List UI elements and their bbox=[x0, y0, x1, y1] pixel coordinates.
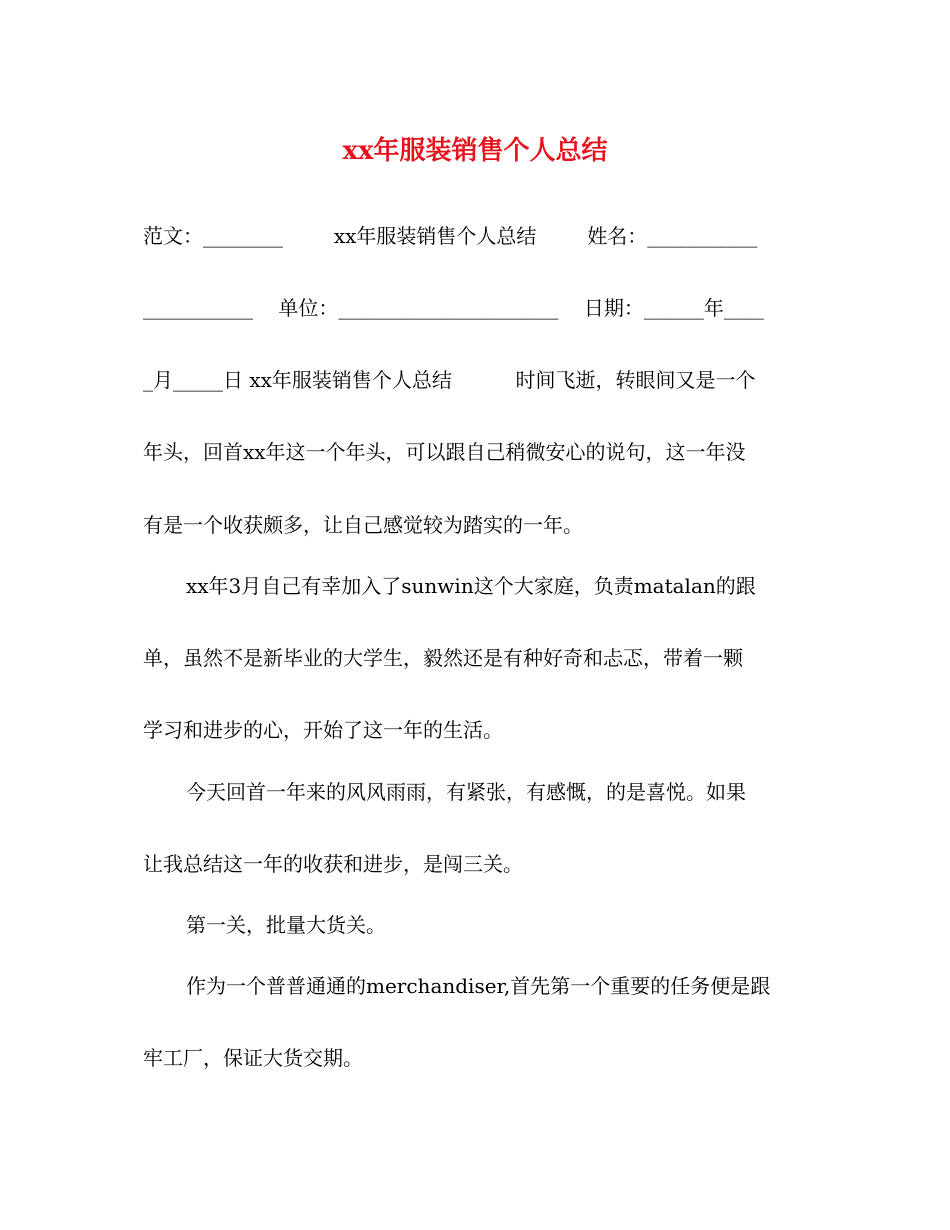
body-line: _月_____日 xx年服装销售个人总结 时间飞逝，转眼间又是一个 bbox=[143, 368, 756, 392]
body-line: 单，虽然不是新毕业的大学生，毅然还是有种好奇和忐忑，带着一颗 bbox=[143, 646, 743, 670]
body-line: 有是一个收获颇多，让自己感觉较为踏实的一年。 bbox=[143, 513, 583, 537]
body-line: 作为一个普普通通的merchandiser,首先第一个重要的任务便是跟 bbox=[186, 974, 771, 998]
form-line-2: ___________ 单位：______________________ 日期：______年____ bbox=[143, 296, 764, 320]
body-line: 学习和进步的心，开始了这一年的生活。 bbox=[143, 718, 503, 742]
body-line: 让我总结这一年的收获和进步，是闯三关。 bbox=[143, 852, 523, 876]
document-title: xx年服装销售个人总结 bbox=[342, 136, 608, 166]
body-line: xx年3月自己有幸加入了sunwin这个大家庭，负责matalan的跟 bbox=[186, 574, 756, 598]
body-line: 今天回首一年来的风风雨雨，有紧张，有感慨，的是喜悦。如果 bbox=[186, 780, 746, 804]
body-line: 第一关，批量大货关。 bbox=[186, 913, 386, 937]
body-line: 牢工厂，保证大货交期。 bbox=[143, 1046, 363, 1070]
form-line-1: 范文：________ xx年服装销售个人总结 姓名：___________ bbox=[143, 224, 758, 248]
body-line: 年头，回首xx年这一个年头，可以跟自己稍微安心的说句，这一年没 bbox=[143, 440, 746, 464]
